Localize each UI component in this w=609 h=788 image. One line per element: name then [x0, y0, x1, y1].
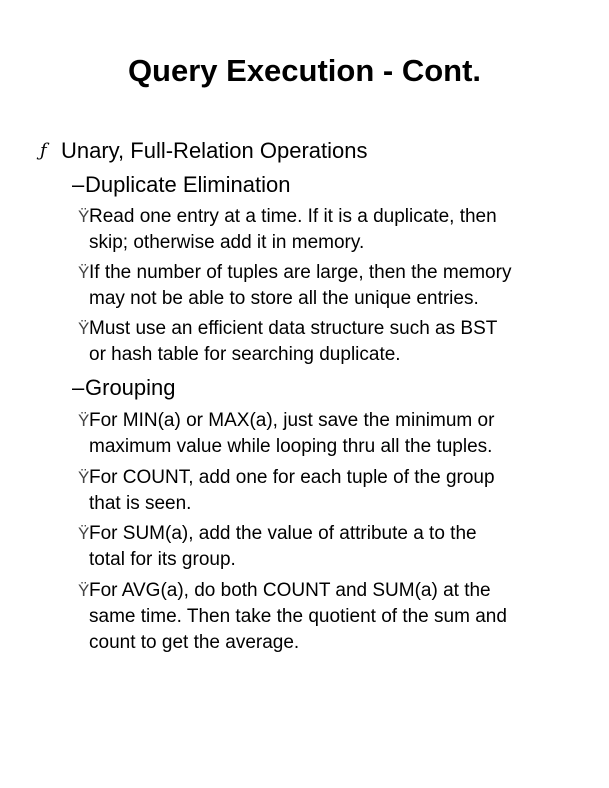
list-item-line: Read one entry at a time. If it is a duplicate, then: [89, 206, 497, 227]
list-item-line: If the number of tuples are large, then the memory: [89, 262, 512, 283]
section-heading: Unary, Full-Relation Operations: [61, 138, 368, 163]
level3-bullet-icon: Ÿ: [78, 207, 90, 226]
level3-bullet-icon: Ÿ: [78, 319, 90, 338]
subsection-heading-duplicate-elimination: Duplicate Elimination: [85, 172, 291, 197]
list-item-line: skip; otherwise add it in memory.: [89, 232, 365, 253]
list-item-line: count to get the average.: [89, 632, 300, 653]
list-item-line: same time. Then take the quotient of the sum and: [89, 606, 507, 627]
slide-title: Query Execution - Cont.: [127, 53, 482, 88]
level1-bullet-icon: ƒ: [40, 140, 47, 161]
list-item-line: For COUNT, add one for each tuple of the group: [89, 467, 495, 488]
list-item-line: or hash table for searching duplicate.: [89, 344, 401, 365]
list-item-line: maximum value while looping thru all the tuples.: [89, 436, 493, 457]
level3-bullet-icon: Ÿ: [78, 581, 90, 600]
level3-bullet-icon: Ÿ: [78, 411, 90, 430]
level2-bullet-icon: –: [72, 172, 85, 197]
list-item-line: Must use an efficient data structure such as BST: [89, 318, 498, 339]
list-item-line: may not be able to store all the unique entries.: [89, 288, 479, 309]
subsection-heading-grouping: Grouping: [85, 375, 176, 400]
level3-bullet-icon: Ÿ: [78, 263, 90, 282]
list-item-line: that is seen.: [89, 493, 192, 514]
list-item-line: For SUM(a), add the value of attribute a to the: [89, 523, 477, 544]
list-item-line: For AVG(a), do both COUNT and SUM(a) at the: [89, 580, 491, 601]
level3-bullet-icon: Ÿ: [78, 468, 90, 487]
list-item-line: For MIN(a) or MAX(a), just save the minimum or: [89, 410, 495, 431]
level2-bullet-icon: –: [72, 375, 85, 400]
level3-bullet-icon: Ÿ: [78, 524, 90, 543]
list-item-line: total for its group.: [89, 549, 236, 570]
